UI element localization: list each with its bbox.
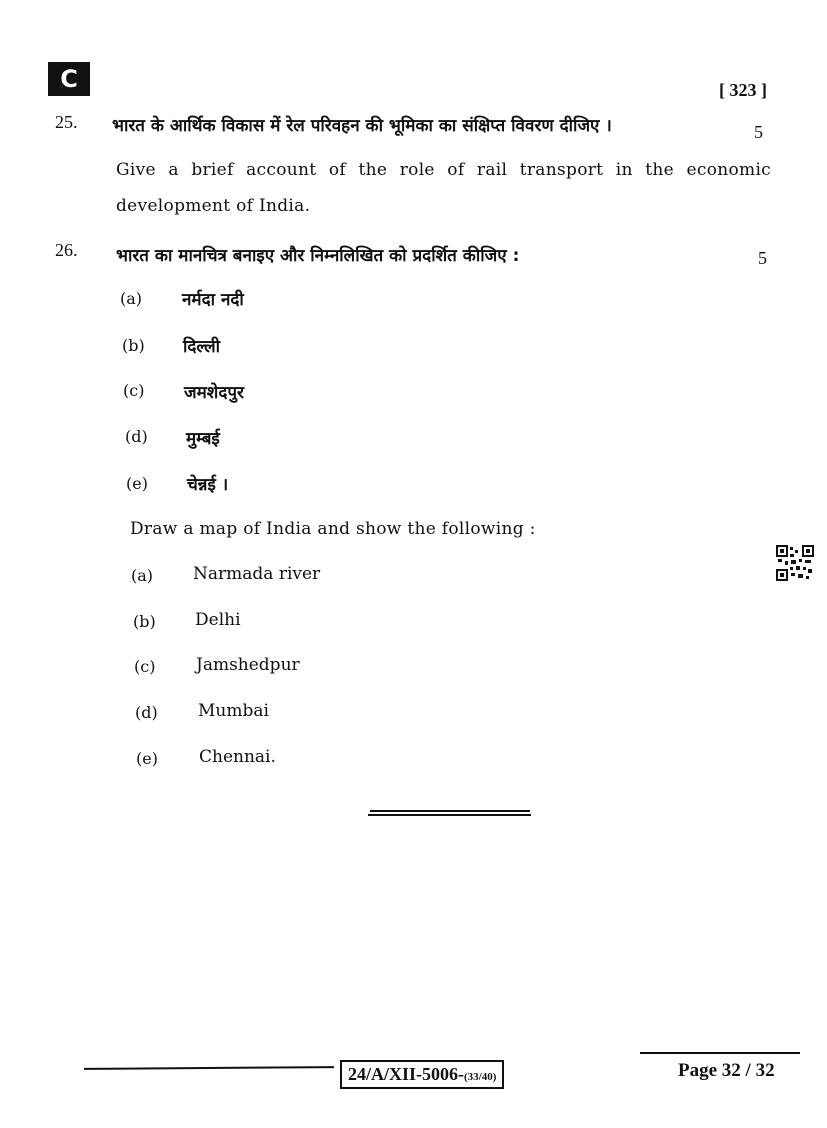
hindi-item-label: (d): [125, 427, 148, 446]
question-26-number: 26.: [55, 240, 78, 260]
footer-code-sub: (33/40): [464, 1071, 497, 1083]
hindi-item-label: (a): [120, 289, 143, 308]
footer-paper-code: [340, 1060, 504, 1089]
hindi-item-text: दिल्ली: [183, 337, 221, 357]
hindi-item-text: मुम्बई: [186, 429, 220, 449]
english-item-label: (c): [134, 657, 156, 676]
qr-code-icon: [776, 545, 814, 581]
hindi-item-text: चेन्नई ।: [187, 475, 229, 495]
question-25-english-line1: Give a brief account of the role of rail transport in the economic: [116, 160, 771, 180]
hindi-item-text: नर्मदा नदी: [182, 290, 244, 310]
hindi-item-label: (c): [123, 381, 145, 400]
english-item-label: (e): [136, 749, 158, 768]
question-25-hindi: भारत के आर्थिक विकास में रेल परिवहन की भूमिका का संक्षिप्त विवरण दीजिए ।: [112, 116, 612, 136]
question-26-marks: 5: [758, 248, 767, 268]
question-26-hindi: भारत का मानचित्र बनाइए और निम्नलिखित को प्रदर्शित कीजिए :: [116, 246, 520, 266]
english-item-text: Delhi: [195, 610, 241, 630]
section-badge: C: [48, 62, 90, 96]
end-rule-bottom: [368, 814, 531, 816]
question-25-english-line2: development of India.: [116, 196, 311, 216]
footer-rule-right: [640, 1052, 800, 1054]
english-item-text: Mumbai: [198, 701, 269, 721]
english-item-label: (b): [133, 612, 156, 631]
english-item-label: (d): [135, 703, 158, 722]
question-25-number: 25.: [55, 112, 78, 132]
page-number: Page 32 / 32: [678, 1060, 775, 1081]
hindi-item-text: जमशेदपुर: [184, 383, 244, 403]
english-item-text: Jamshedpur: [196, 655, 300, 675]
hindi-item-label: (b): [122, 336, 145, 355]
english-item-text: Narmada river: [193, 564, 321, 584]
paper-code: [ 323 ]: [719, 80, 767, 100]
hindi-item-label: (e): [126, 474, 148, 493]
english-item-text: Chennai.: [199, 747, 276, 767]
footer-code-main: 24/A/XII-5006-: [348, 1064, 464, 1084]
end-rule-top: [370, 810, 530, 812]
question-25-marks: 5: [754, 122, 763, 142]
question-26-english: Draw a map of India and show the following :: [130, 519, 536, 539]
footer-rule-left: [84, 1066, 334, 1069]
english-item-label: (a): [131, 566, 154, 585]
